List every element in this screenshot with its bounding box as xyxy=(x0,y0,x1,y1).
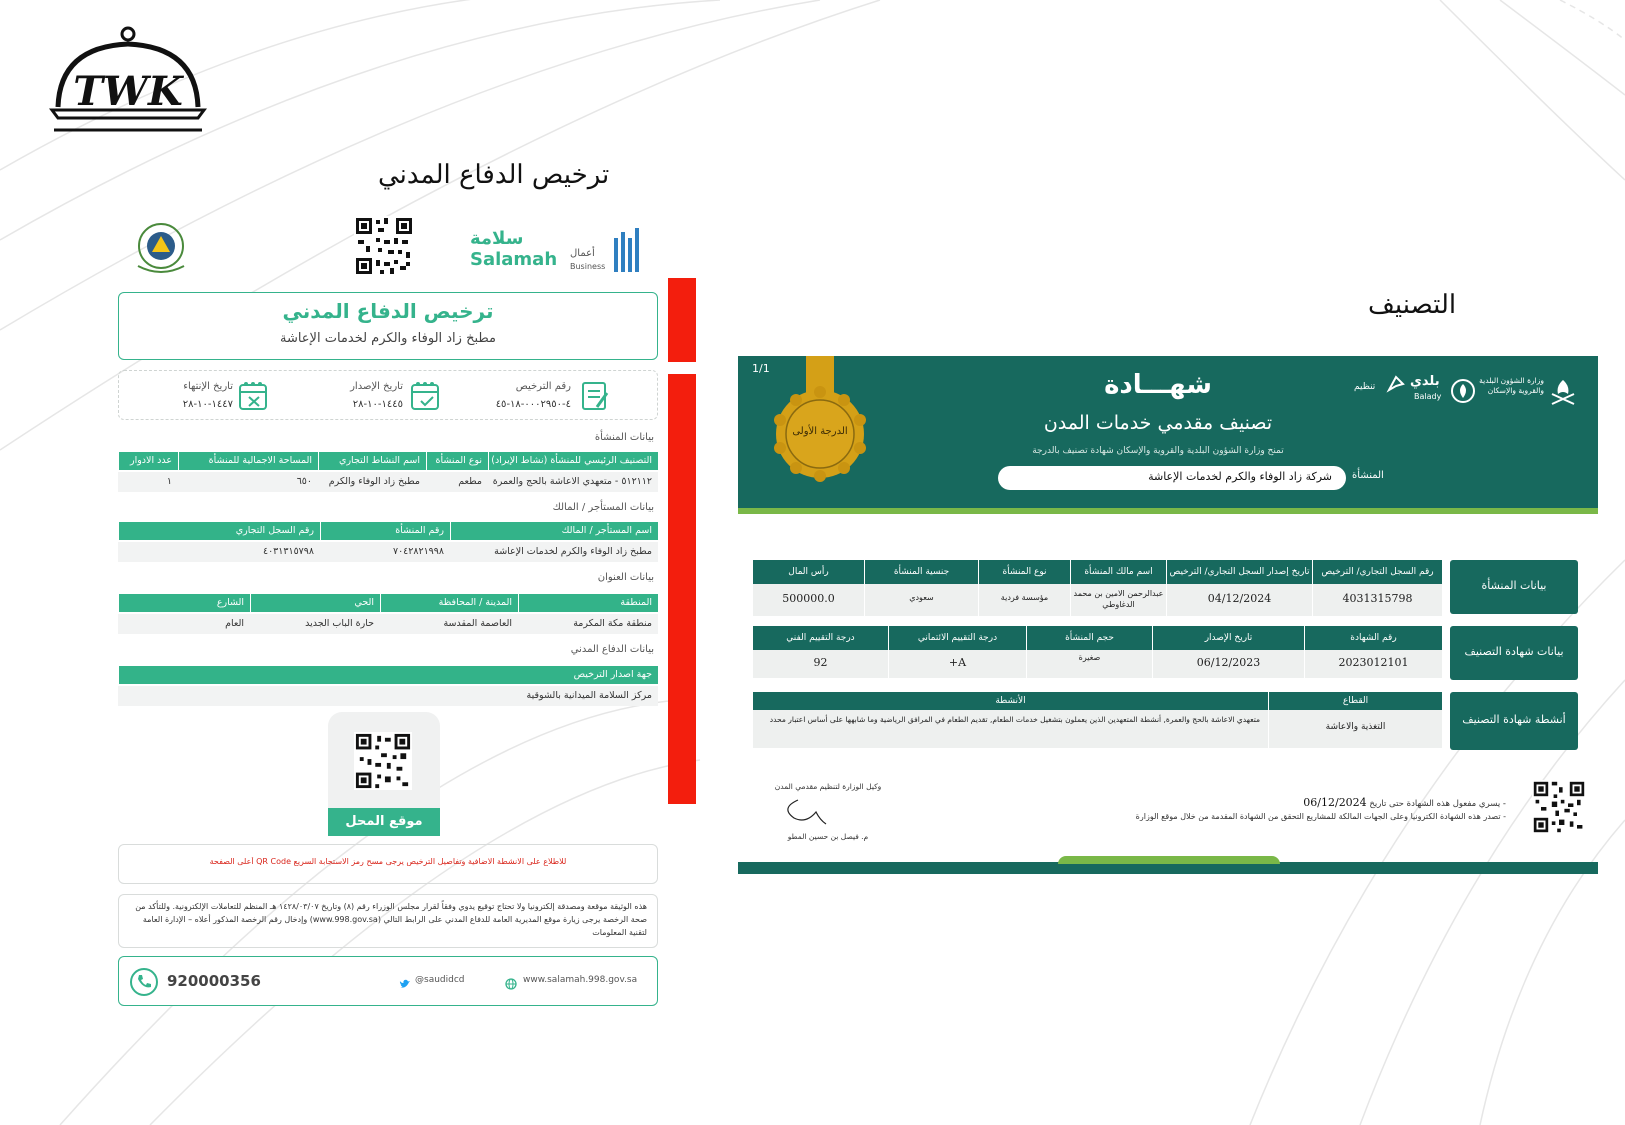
location-label: موقع المحل xyxy=(328,808,440,836)
address-header-2: الحي xyxy=(250,594,380,612)
t3-header-1: الأنشطة xyxy=(752,692,1268,710)
facility-value-1: مطعم xyxy=(426,472,488,492)
svg-text:TWK: TWK xyxy=(73,68,183,115)
license-title: ترخيص الدفاع المدني xyxy=(282,299,494,323)
right-section-title: التصنيف xyxy=(1368,290,1457,320)
facility-name: شركة زاد الوفاء والكرم لخدمات الإعاشة xyxy=(1148,470,1332,483)
address-table-row xyxy=(118,614,658,634)
facility-table-header xyxy=(118,452,658,470)
license-number-label: رقم الترخيص xyxy=(515,381,571,392)
business-brand-ar: أعمال xyxy=(570,248,595,259)
address-value-1: العاصمة المقدسة xyxy=(380,614,518,634)
certificate-bottom-bar xyxy=(738,862,1598,874)
red-accent-bar-top xyxy=(668,278,696,362)
issue-date-value: ١٤٤٥-١٠-٢٨ xyxy=(352,399,403,410)
address-value-3: العام xyxy=(118,614,250,634)
company-logo xyxy=(48,22,208,137)
signer-name: م. فيصل بن حسين المطو xyxy=(787,832,869,841)
t2-header-2: حجم المنشأة xyxy=(1026,626,1152,650)
tenant-value-2: ٤٠٣١٣١٥٧٩٨ xyxy=(118,542,320,562)
license-number-value: ٤-٠٠٠٢٩٥٠-١٨-٤٥ xyxy=(495,399,571,410)
certificate-qr-code[interactable] xyxy=(1532,780,1586,834)
issue-date-label: تاريخ الإصدار xyxy=(350,381,403,392)
medal-text: الدرجة الأولى xyxy=(792,426,848,437)
balady-name-en: Balady xyxy=(1414,392,1442,401)
t1-header-3: نوع المنشأة xyxy=(978,560,1070,584)
address-header-0: المنطقة xyxy=(518,594,658,612)
activities-header xyxy=(752,692,1442,710)
facility-header-3: المساحة الاجمالية للمنشأة xyxy=(178,452,318,470)
civil-defense-section-title: بيانات الدفاع المدني xyxy=(570,644,654,655)
tenant-header-0: اسم المستأجر / المالك xyxy=(450,522,658,540)
phone-icon xyxy=(129,967,159,997)
signature-block xyxy=(768,782,888,844)
electronic-note: - تصدر هذه الشهادة الكترونيا وعلى الجهات المالكة للمشاريع التحقق من الشهادة المقدمة من خلال موقع الوزارة xyxy=(1135,812,1506,821)
tanzeem-icon xyxy=(1386,374,1406,394)
qr-note: للاطلاع على الانشطة الاضافية وتفاصيل الترخيص يرجى مسح رمز الاستجابة السريع QR Code أعلى الصفحة xyxy=(209,857,567,866)
globe-icon xyxy=(505,975,517,987)
t1-header-2: اسم مالك المنشأة xyxy=(1070,560,1166,584)
side-label-activities xyxy=(1450,692,1578,750)
validity-note: - يسري مفعول هذه الشهادة حتى تاريخ 06/12/2024 xyxy=(1303,796,1506,809)
certificate-data-header xyxy=(752,626,1442,650)
side-label-activities-text: أنشطة شهادة التصنيف xyxy=(1462,713,1566,726)
address-value-0: منطقة مكة المكرمة xyxy=(518,614,658,634)
facility-header-4: عدد الادوار xyxy=(118,452,178,470)
expiry-date-icon xyxy=(237,379,271,413)
t2-value-3: A+ xyxy=(888,650,1026,678)
t2-header-4: درجة التقييم الفني xyxy=(752,626,888,650)
t1-value-3: مؤسسة فردية xyxy=(978,584,1070,616)
address-header-3: الشارع xyxy=(118,594,250,612)
balady-icon xyxy=(1450,378,1476,404)
license-title-box xyxy=(118,292,658,360)
facility-value-2: مطبخ زاد الوفاء والكرم xyxy=(318,472,426,492)
civil-defense-emblem xyxy=(130,218,192,278)
license-subtitle: مطبخ زاد الوفاء والكرم لخدمات الإعاشة xyxy=(279,331,497,346)
certificate-data-row xyxy=(752,650,1442,678)
certificate-description: تمنح وزارة الشؤون البلدية والقروية والإسكان شهادة تصنيف بالدرجة xyxy=(1032,446,1284,456)
issue-date-icon xyxy=(409,379,443,413)
expiry-date-label: تاريخ الإنتهاء xyxy=(183,381,233,392)
t2-value-0: 2023012101 xyxy=(1304,650,1442,678)
tenant-table-header xyxy=(118,522,658,540)
t1-value-1: 04/12/2024 xyxy=(1166,584,1312,616)
tenant-table-row xyxy=(118,542,658,562)
t1-header-1: تاريخ إصدار السجل التجاري/ الترخيص xyxy=(1166,560,1312,584)
tenant-section-title: بيانات المستأجر / المالك xyxy=(552,502,654,513)
side-label-certificate-text: بيانات شهادة التصنيف xyxy=(1464,645,1564,658)
legal-note: هذه الوثيقة موقعة ومصدقة إلكترونيا ولا تحتاج توقيع يدوي وفقاً لقرار مجلس الوزراء رقم (٨) وتاريخ ١٤٢٨/٠٣/٠٧ هـ المنظم للتعاملات الإلكترونية. وللتأكد من صحة الرخصة يرجى زيارة موقع المديرية العامة للدفاع المدني على الرابط التالي (www.998.gov.sa) وإدخال رقم الرخصة المذكور أعلاه – الإدارة العامة لتقنية المعلومات xyxy=(135,902,647,937)
facility-data-row xyxy=(752,584,1442,616)
t1-value-0: 4031315798 xyxy=(1312,584,1442,616)
civil-defense-value: مركز السلامة الميدانية بالشوقية xyxy=(118,686,658,706)
tenant-header-1: رقم المنشأة xyxy=(320,522,450,540)
t3-header-0: القطاع xyxy=(1268,692,1442,710)
facility-value-0: ٥١٢١١٢ - متعهدي الاعاشة بالحج والعمرة xyxy=(488,472,658,492)
address-section-title: بيانات العنوان xyxy=(597,572,654,583)
facility-table-row xyxy=(118,472,658,492)
facility-header-0: التصنيف الرئيسي للمنشأة (نشاط الإيراد) xyxy=(488,452,658,470)
address-value-2: حارة الباب الجديد xyxy=(250,614,380,634)
address-table-header xyxy=(118,594,658,612)
facility-header-1: نوع المنشأة xyxy=(426,452,488,470)
phone-number[interactable]: 920000356 xyxy=(167,972,261,990)
left-section-title: ترخيص الدفاع المدني xyxy=(378,160,610,190)
address-header-1: المدينة / المحافظة xyxy=(380,594,518,612)
t1-value-4: سعودي xyxy=(864,584,978,616)
license-meta-box xyxy=(118,370,658,420)
medal xyxy=(772,356,868,482)
balady-name: بلدي xyxy=(1410,374,1440,389)
t3-value-0: التغذية والاعاشة xyxy=(1268,710,1442,748)
facility-name-field xyxy=(998,466,1346,490)
side-label-facility xyxy=(1450,560,1578,614)
electronic-line: تصدر هذه الشهادة الكترونيا وعلى الجهات المالكة للمشاريع التحقق من الشهادة المقدمة من خلال موقع الوزارة xyxy=(1135,812,1501,821)
civil-defense-table-header xyxy=(118,666,658,684)
activities-row xyxy=(752,710,1442,748)
business-brand xyxy=(568,224,648,280)
certificate-banner xyxy=(738,356,1598,514)
salamah-brand-ar: سلامة xyxy=(470,228,524,249)
tenant-value-1: ٧٠٤٢٨٢١٩٩٨ xyxy=(320,542,450,562)
facility-data-header xyxy=(752,560,1442,584)
facility-header-2: اسم النشاط التجاري xyxy=(318,452,426,470)
legal-note-box xyxy=(118,894,658,948)
signature-mark xyxy=(768,794,888,830)
header-qr-code[interactable] xyxy=(354,216,414,276)
expiry-date-value: ١٤٤٧-١٠-٢٨ xyxy=(182,399,233,410)
signer-title: وكيل الوزارة لتنظيم مقدمي المدن xyxy=(774,782,882,791)
twitter-handle[interactable]: @saudidcd xyxy=(415,975,465,985)
tenant-header-2: رقم السجل التجاري xyxy=(118,522,320,540)
twitter-icon xyxy=(399,975,411,987)
t1-header-4: جنسية المنشأة xyxy=(864,560,978,584)
tanzeem-name: تنظيم xyxy=(1354,382,1376,392)
t2-header-3: درجة التقييم الائتماني xyxy=(888,626,1026,650)
t1-header-5: رأس المال xyxy=(752,560,864,584)
bottom-bar-accent xyxy=(1058,856,1280,864)
tenant-value-0: مطبخ زاد الوفاء والكرم لخدمات الإعاشة xyxy=(450,542,658,562)
banner-green-line xyxy=(738,508,1598,514)
red-accent-bar-bottom xyxy=(668,374,696,804)
ministry-emblem-icon xyxy=(1546,376,1580,410)
t2-value-1: 06/12/2023 xyxy=(1152,650,1304,678)
validity-date: 06/12/2024 xyxy=(1303,796,1367,809)
ministry-name: وزارة الشؤون البلدية والقروية والإسكان xyxy=(1479,376,1544,395)
certificate-title: تصنيف مقدمي خدمات المدن xyxy=(1043,412,1273,434)
certificate-word: شهـــادة xyxy=(1104,370,1212,400)
t2-header-0: رقم الشهادة xyxy=(1304,626,1442,650)
location-card[interactable] xyxy=(328,712,440,836)
salamah-brand-en: Salamah xyxy=(470,249,558,270)
facility-value-3: ٦٥٠ xyxy=(178,472,318,492)
license-number-icon xyxy=(579,379,611,413)
t1-value-5: 500000.0 xyxy=(752,584,864,616)
facility-name-label: المنشأة xyxy=(1352,470,1384,481)
business-brand-en: Business xyxy=(570,262,606,271)
t1-header-0: رقم السجل التجاري/ الترخيص xyxy=(1312,560,1442,584)
civil-defense-header: جهة اصدار الترخيص xyxy=(118,666,658,684)
facility-value-4: ١ xyxy=(118,472,178,492)
t3-value-1: متعهدي الاعاشة بالحج والعمرة, أنشطة المتعهدين الذين يعملون بتشغيل خدمات الطعام, تقديم الطعام في المرافق الرياضية وما شابهها على أساس اعتبار محدد xyxy=(752,710,1268,748)
t2-header-1: تاريخ الإصدار xyxy=(1152,626,1304,650)
validity-line: يسري مفعول هذه الشهادة حتى تاريخ xyxy=(1369,799,1501,809)
t1-value-2: عبدالرحمن الامين بن محمد الدغاوطي xyxy=(1070,584,1166,616)
t2-value-4: 92 xyxy=(752,650,888,678)
t2-value-2: صغيرة xyxy=(1026,650,1152,678)
qr-note-box xyxy=(118,844,658,884)
civil-defense-table-row xyxy=(118,686,658,706)
location-qr-code[interactable] xyxy=(354,732,412,790)
side-label-certificate xyxy=(1450,626,1578,680)
page-number: 1/1 xyxy=(752,362,770,375)
contact-footer xyxy=(118,956,658,1006)
facility-section-title: بيانات المنشأة xyxy=(594,432,654,443)
website-link[interactable]: www.salamah.998.gov.sa xyxy=(523,975,638,985)
side-label-facility-text: بيانات المنشأة xyxy=(1481,579,1547,592)
salamah-brand xyxy=(470,228,560,276)
